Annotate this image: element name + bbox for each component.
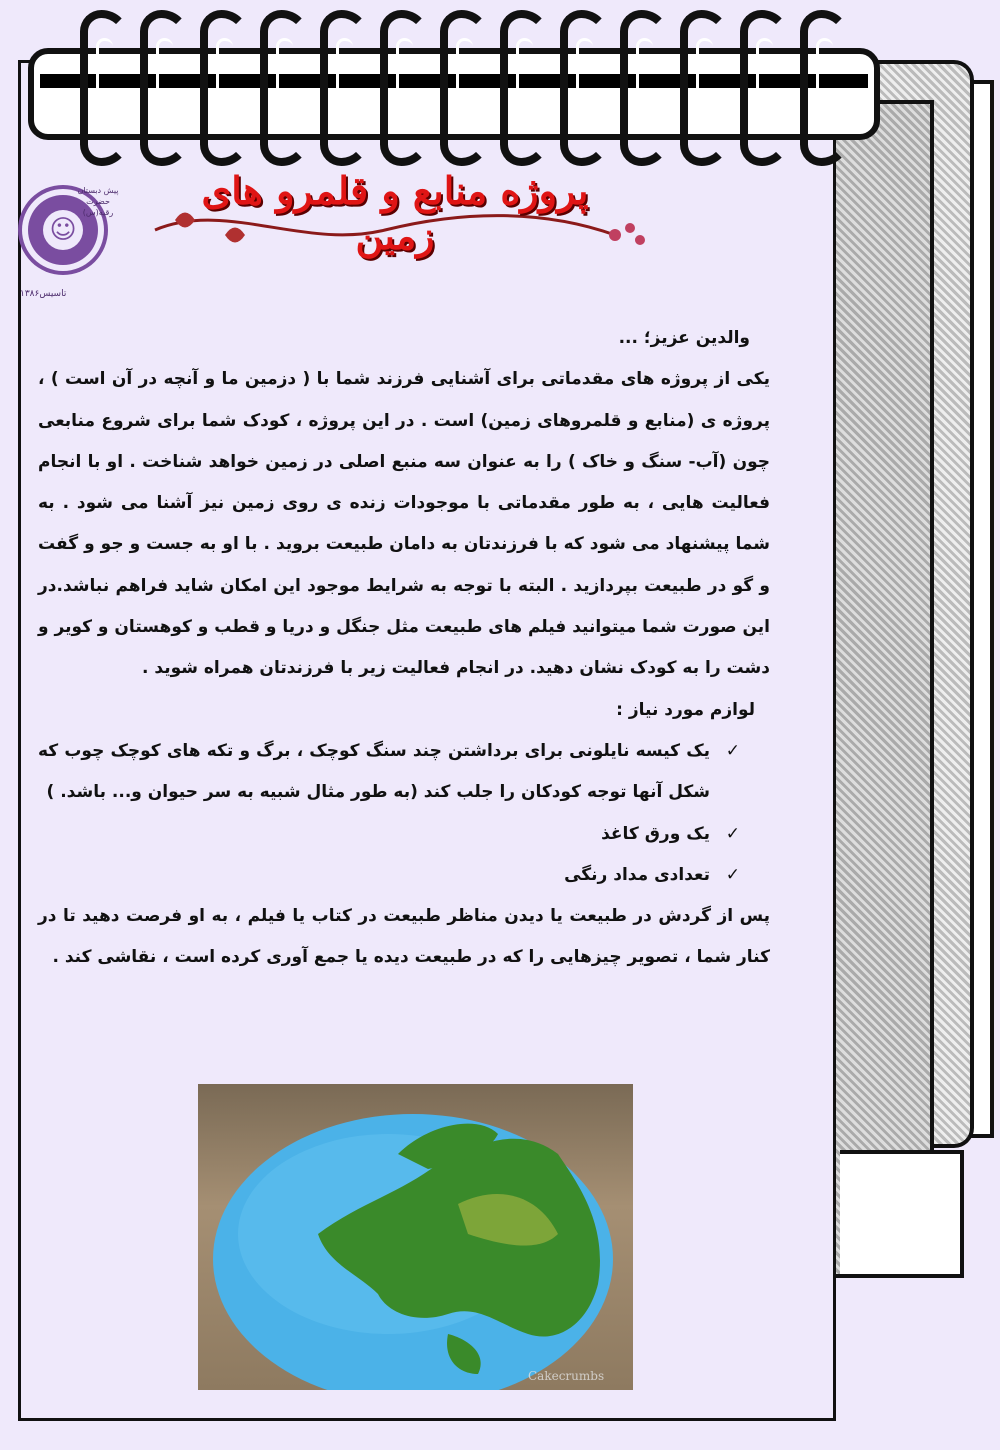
spiral-ring: [680, 10, 730, 166]
checkmark-icon: ✓: [725, 823, 740, 844]
spiral-ring: [140, 10, 190, 166]
spiral-ring: [200, 10, 250, 166]
back-page-shaded: [830, 100, 934, 1278]
spiral-ring: [500, 10, 550, 166]
logo-year: تاسیس۱۳۸۶: [20, 289, 67, 299]
greeting: والدین عزیز؛ ...: [618, 328, 750, 348]
photo-watermark: Cakecrumbs: [528, 1369, 605, 1383]
page-title: پروژه منابع و قلمرو های زمین: [201, 168, 589, 258]
globe-cake-photo: [198, 1084, 633, 1390]
list-item: ✓ تعدادی مداد رنگی: [38, 855, 740, 896]
spiral-ring: [380, 10, 430, 166]
smiley-face-icon: ☺: [43, 210, 83, 250]
spiral-ring: [320, 10, 370, 166]
requirements-list: [38, 731, 770, 896]
activity-paragraph: پس از گردش در طبیعت یا دیدن مناظر طبیعت در کتاب یا فیلم ، به او فرصت دهید تا در کنار شما ، تصویر چیزهایی را که در طبیعت دیده یا جمع آوری کرده است ، نقاشی کند .: [38, 906, 770, 968]
spiral-ring: [620, 10, 670, 166]
back-page-corner: [840, 1150, 964, 1278]
spiral-ring: [260, 10, 310, 166]
intro-paragraph: یکی از پروژه های مقدماتی برای آشنایی فرزند شما با ( دزمین ما و آنچه در آن است ) ، پروژه ی (منابع و قلمروهای زمین) است . در این پروژه ، کودک شما برای شروع منابعی چون (آب- سنگ و خاک ) را به عنوان سه منبع اصلی در زمین خواهد شناخت . او با انجام فعالیت هایی ، به طور مقدماتی با موجودات زنده ی روی زمین نیز آشنا می شود . به شما پیشنهاد می شود که با فرزندتان به دامان طبیعت بروید . با او به جست و جو و گفت و گو در طبیعت بپردازید . البته با توجه به شرایط موجود این امکان شاید فراهم نباشد.در این صورت شما میتوانید فیلم های طبیعت مثل جنگل و دریا و قطب و کوهستان و کویر و دشت را به کودک نشان دهید. در انجام فعالیت زیر با فرزندتان همراه شوید .: [38, 369, 770, 679]
globe-illustration-icon: [198, 1084, 633, 1390]
logo-text: پیش دبستان حضرت رقیه(س): [77, 186, 119, 217]
spiral-ring: [740, 10, 790, 166]
spiral-ring: [440, 10, 490, 166]
title-banner: [145, 160, 655, 258]
spiral-rings: [80, 10, 880, 170]
spiral-ring: [80, 10, 130, 166]
spiral-ring: [560, 10, 610, 166]
list-item: ✓ یک ورق کاغذ: [38, 814, 740, 855]
list-item: ✓ یک کیسه نایلونی برای برداشتن چند سنگ کوچک ، برگ و تکه های کوچک چوب که شکل آنها توجه کودکان را جلب کند (به طور مثال شبیه به سر حیوان و... باشد. ): [38, 731, 740, 814]
requirements-title: لوازم مورد نیاز :: [616, 699, 755, 720]
spiral-ring: [800, 10, 850, 166]
checkmark-icon: ✓: [725, 740, 740, 761]
checkmark-icon: ✓: [725, 864, 740, 885]
school-logo: [18, 185, 119, 305]
letter-content: [38, 318, 770, 979]
